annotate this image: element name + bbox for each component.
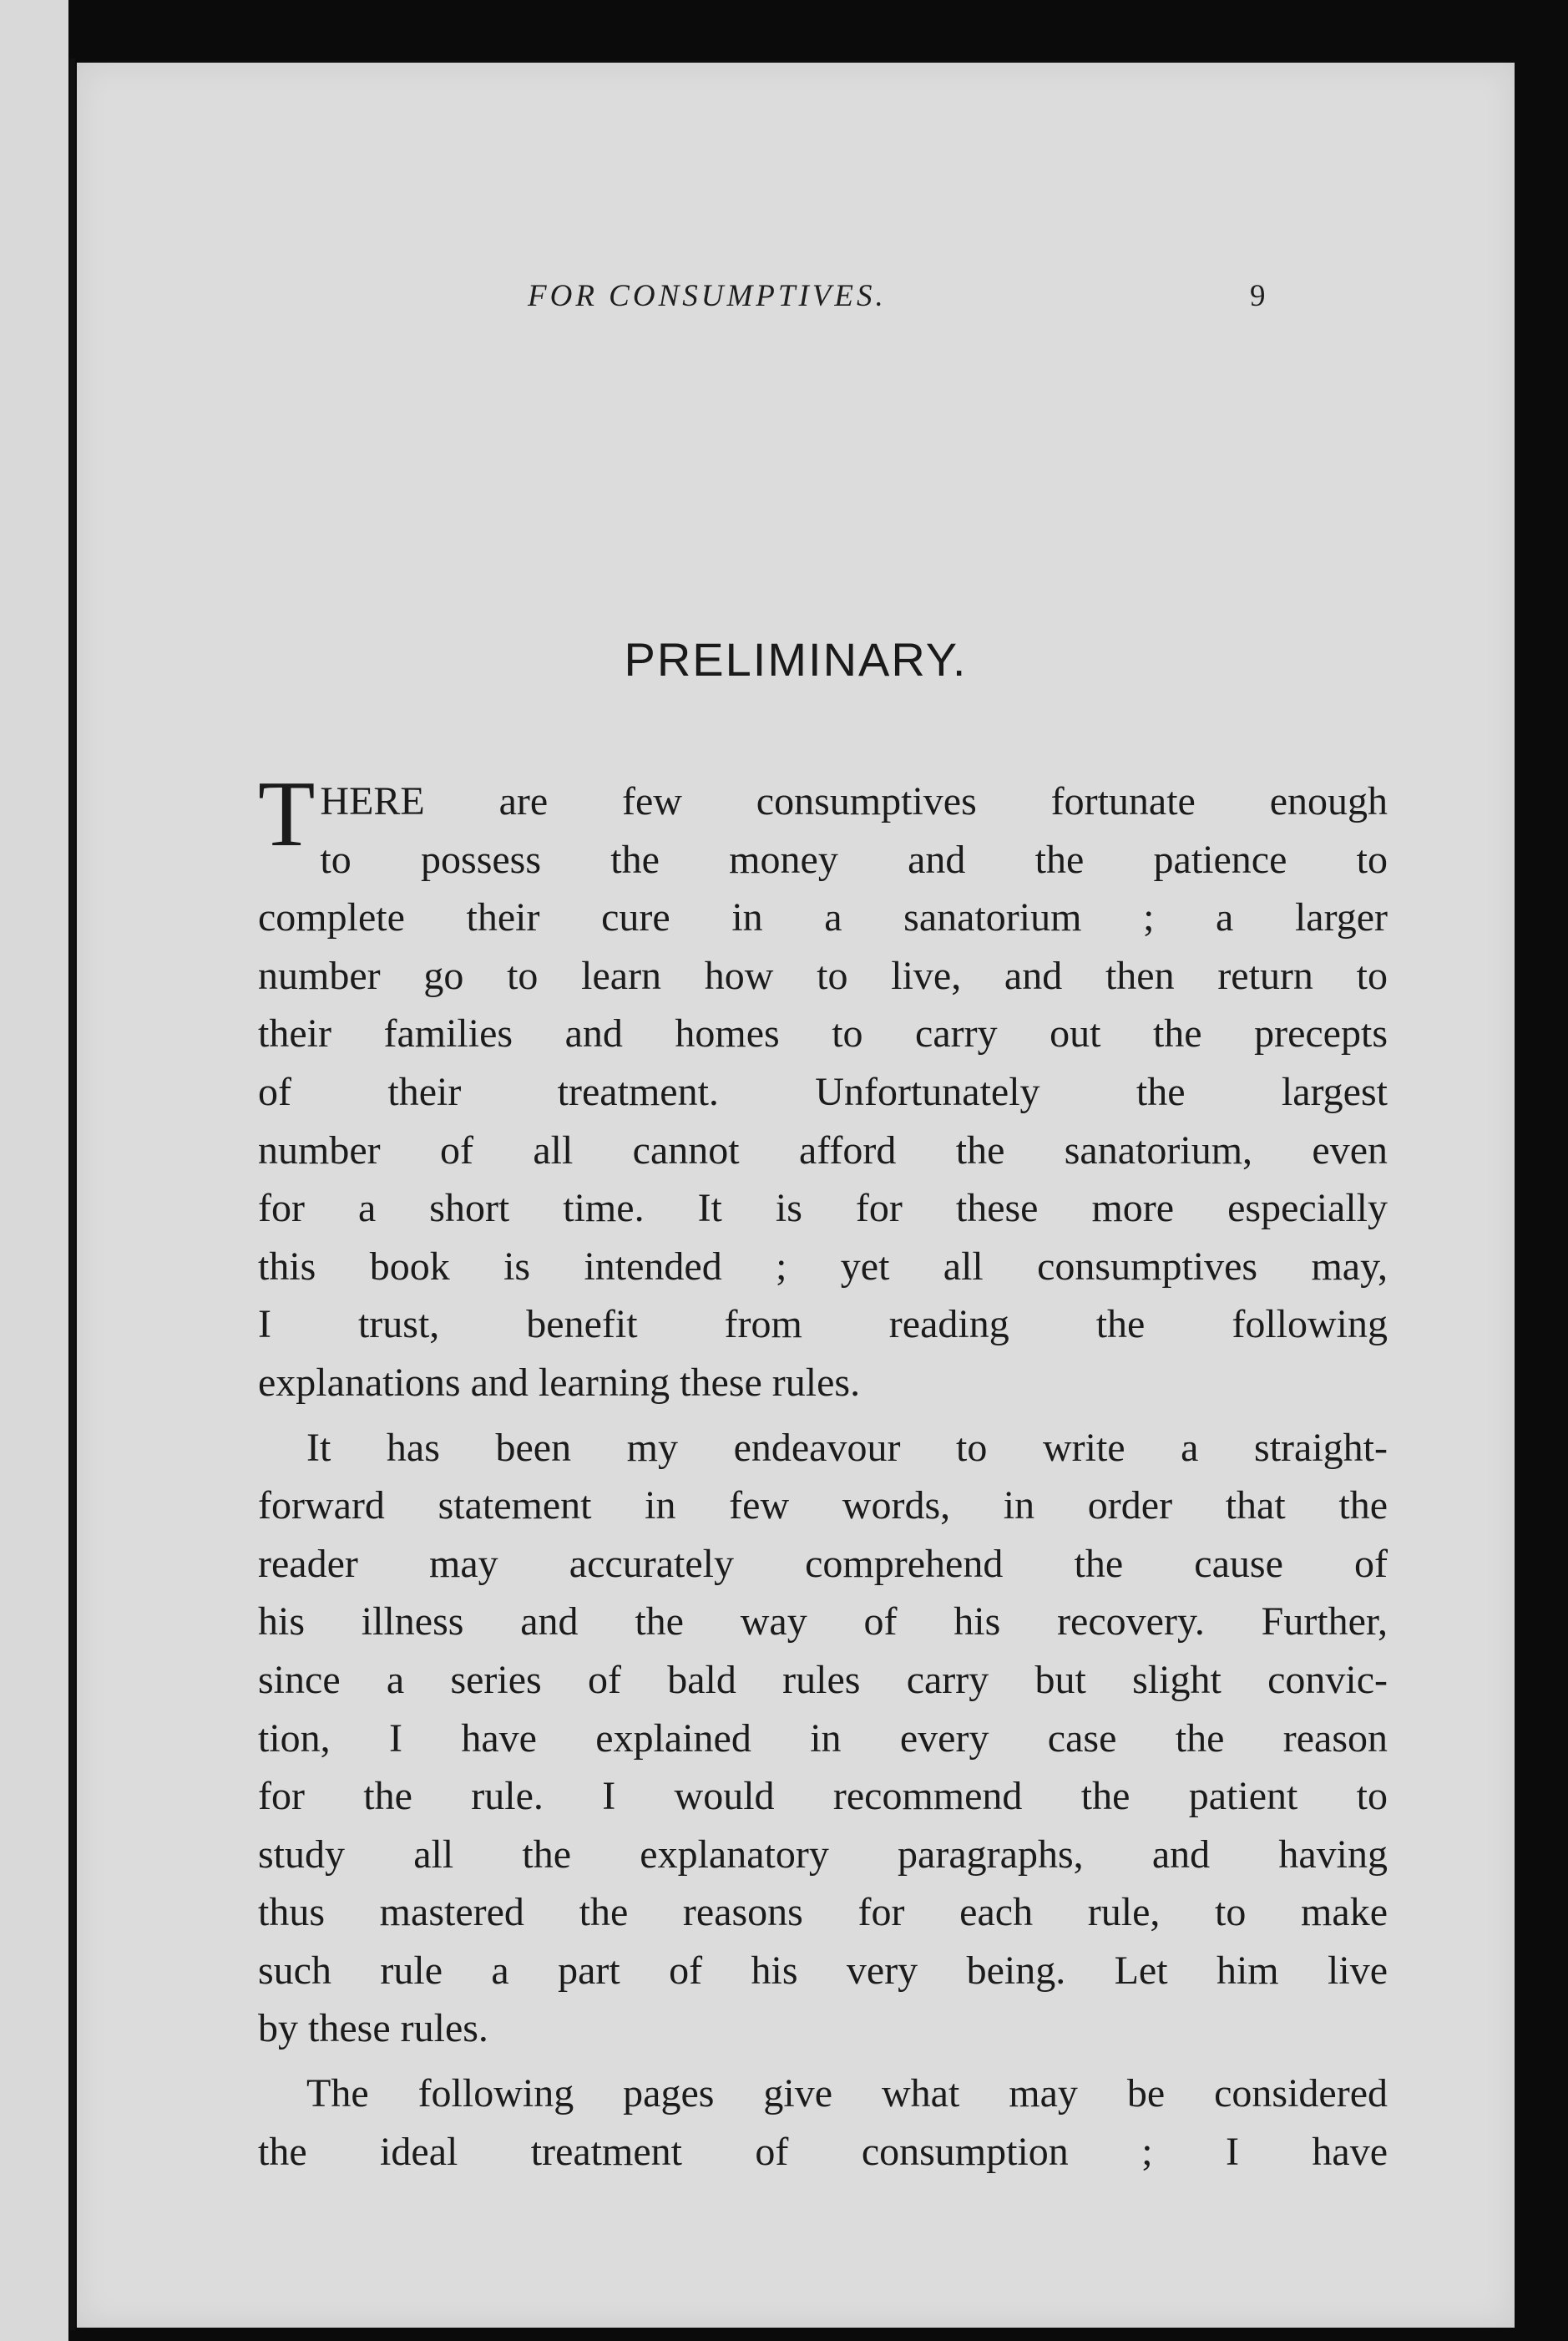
text-line: reader may accurately comprehend the cause of xyxy=(258,1541,1388,1586)
text-line: The following pages give what may be considered xyxy=(306,2071,1388,2116)
drop-cap: T xyxy=(258,763,316,866)
text-line: this book is intended ; yet all consumptives may, xyxy=(258,1244,1388,1289)
text-line: number go to learn how to live, and then return to xyxy=(258,953,1388,998)
text-line: explanations and learning these rules. xyxy=(258,1360,861,1405)
text-line: It has been my endeavour to write a straight- xyxy=(306,1425,1388,1470)
page-number: 9 xyxy=(1250,279,1269,313)
book-page xyxy=(77,63,1515,2328)
facing-page-edge xyxy=(0,0,68,2341)
text-line: I trust, benefit from reading the following xyxy=(258,1302,1388,1347)
text-line: HERE are few consumptives fortunate enough xyxy=(320,779,1388,823)
text-line: since a series of bald rules carry but slight convic- xyxy=(258,1657,1388,1702)
paragraph-3 xyxy=(258,2065,1388,2181)
text-line: to possess the money and the patience to xyxy=(320,837,1388,882)
book-gutter xyxy=(70,58,75,2330)
running-head xyxy=(77,278,1515,328)
text-line: such rule a part of his very being. Let him live xyxy=(258,1948,1388,1993)
text-line: of their treatment. Unfortunately the largest xyxy=(258,1069,1388,1114)
text-line: for a short time. It is for these more especially xyxy=(258,1186,1388,1231)
text-line: study all the explanatory paragraphs, and having xyxy=(258,1832,1388,1877)
text-line: complete their cure in a sanatorium ; a larger xyxy=(258,895,1388,940)
body-text xyxy=(258,763,1388,2181)
paragraph-2 xyxy=(258,1419,1388,2059)
text-line: his illness and the way of his recovery. Further, xyxy=(258,1599,1388,1644)
text-line: the ideal treatment of consumption ; I have xyxy=(258,2129,1388,2174)
text-line: thus mastered the reasons for each rule, to make xyxy=(258,1890,1388,1935)
text-line: by these rules. xyxy=(258,2006,488,2051)
text-line: their families and homes to carry out the precepts xyxy=(258,1011,1388,1056)
text-line: forward statement in few words, in order that the xyxy=(258,1483,1388,1528)
paragraph-1 xyxy=(258,763,1388,1412)
text-line: number of all cannot afford the sanatorium, even xyxy=(258,1127,1388,1173)
text-line: tion, I have explained in every case the reason xyxy=(258,1715,1388,1761)
text-line: for the rule. I would recommend the patient to xyxy=(258,1774,1388,1819)
chapter-heading: PRELIMINARY. xyxy=(624,633,968,686)
running-head-title: FOR CONSUMPTIVES. xyxy=(528,279,887,313)
